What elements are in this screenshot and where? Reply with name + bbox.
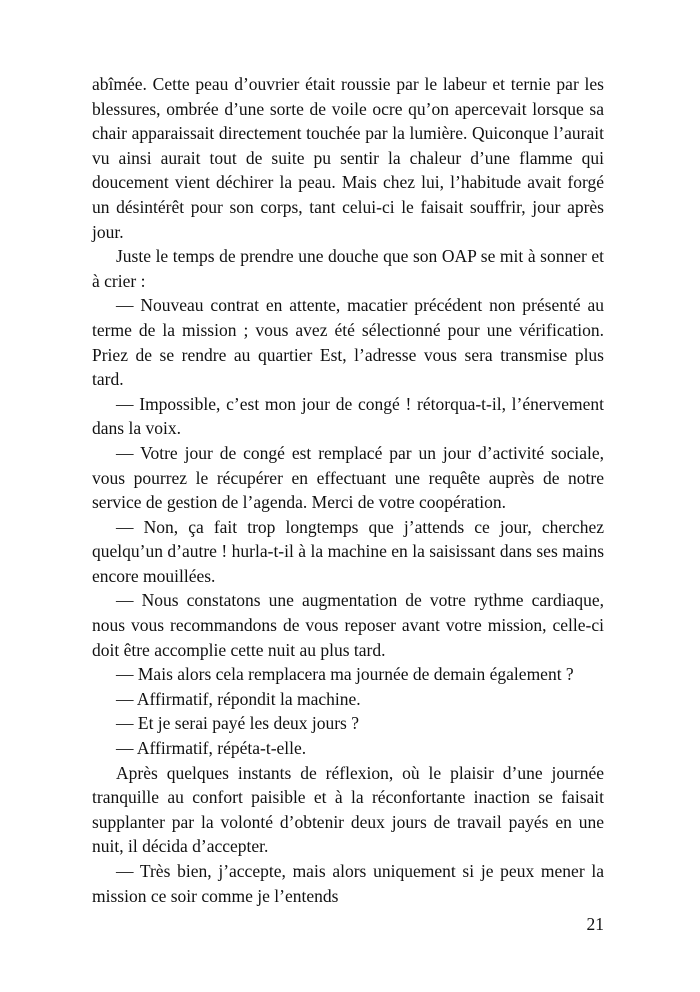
dialogue-line: — Nous constatons une augmentation de votre rythme cardiaque, nous vous recommandons de vous reposer avant votre mission, celle-ci doit être accomplie cette nuit au plus tard. [92,590,604,660]
dialogue-line: — Affirmatif, répéta-t-elle. [116,738,307,759]
page-number: 21 [586,914,604,934]
dialogue-line: — Impossible, c’est mon jour de congé ! rétorqua-t-il, l’énervement dans la voix. [92,393,604,439]
dialogue-line: — Très bien, j’accepte, mais alors uniquement si je peux mener la mission ce soir comme je l’entends [92,861,604,906]
dialogue-line: — Mais alors cela remplacera ma journée de demain également ? [116,664,574,685]
paragraph-narration: Juste le temps de prendre une douche que son OAP se mit à sonner et à crier : [92,246,604,291]
body-text [92,72,604,908]
paragraph-narration: Après quelques instants de réflexion, où le plaisir d’une journée tranquille au confort paisible et à la réconfortante inaction se faisait supplanter par la volonté d’obtenir deux jours de travail payés en une nuit, il décida d’accepter. [92,762,604,857]
paragraph-continuation: abîmée. Cette peau d’ouvrier était roussie par le labeur et ternie par les blessures, ombrée d’une sorte de voile ocre qu’on apercevait lorsque sa chair apparaissait directement touchée par la lumière. Quiconque l’aurait vu ainsi aurait tout de suite pu sentir la chaleur d’une flamme qui doucement vient déchirer la peau. Mais chez lui, l’habitude avait forgé un désintérêt pour son corps, tant celui-ci le faisait souffrir, jour après jour. [92,74,604,242]
dialogue-line: — Non, ça fait trop longtemps que j’attends ce jour, cherchez quelqu’un d’autre ! hurla-t-il à la machine en la saisissant dans ses mains encore mouillées. [92,516,604,586]
dialogue-line: — Affirmatif, répondit la machine. [116,688,361,709]
dialogue-line: — Nouveau contrat en attente, macatier précédent non présenté au terme de la mission ; vous avez été sélectionné pour une vérification. Priez de se rendre au quartier Est, l’adresse vous sera transmise plus tard. [92,295,604,390]
dialogue-line: — Votre jour de congé est remplacé par un jour d’activité sociale, vous pourrez le récupérer en effectuant une requête auprès de notre service de gestion de l’agenda. Merci de votre coopération. [92,442,604,513]
dialogue-line: — Et je serai payé les deux jours ? [116,713,359,734]
